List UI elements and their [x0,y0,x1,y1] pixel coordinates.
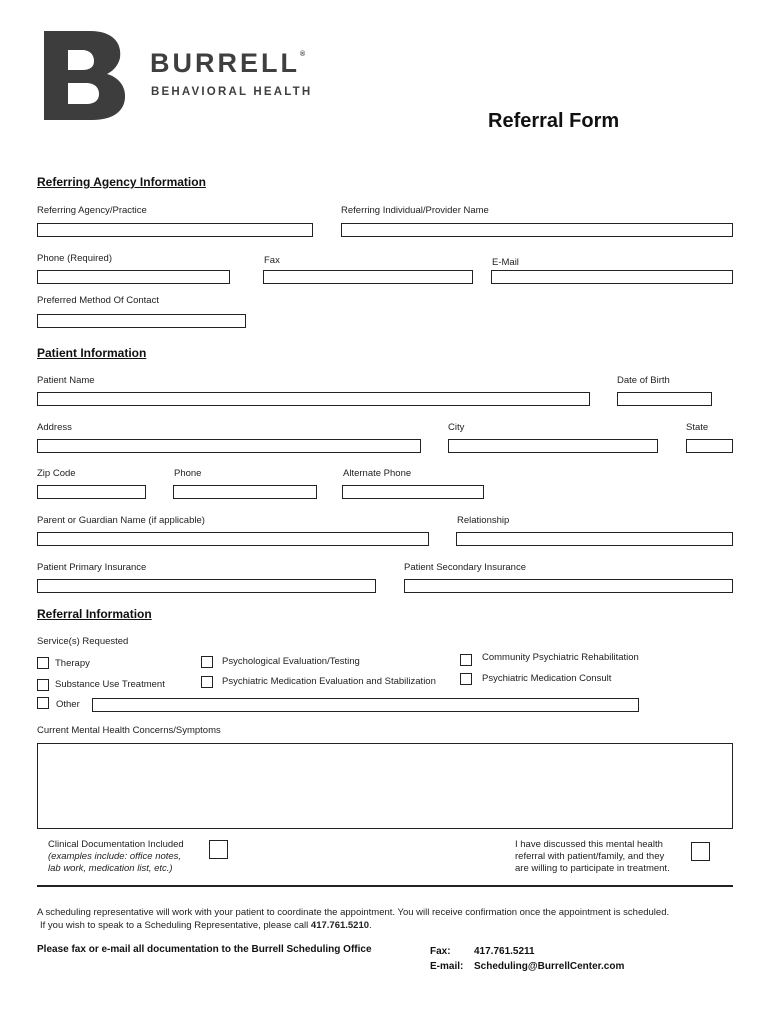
other-checkbox[interactable] [37,697,49,709]
agency-practice-label: Referring Agency/Practice [37,205,147,216]
email-value: Scheduling@BurrellCenter.com [474,961,625,972]
clinical-doc-text [48,839,184,875]
community-checkbox[interactable] [460,654,472,666]
agency-phone-field[interactable] [37,270,230,284]
zip-field[interactable] [37,485,146,499]
footer-line-1: A scheduling representative will work with your patient to coordinate the appointment. You will receive confirmation once the appointment is scheduled. [37,907,670,918]
agency-fax-field[interactable] [263,270,473,284]
concerns-label: Current Mental Health Concerns/Symptoms [37,725,221,736]
med-consult-checkbox[interactable] [460,673,472,685]
relationship-field[interactable] [456,532,733,546]
state-label: State [686,422,709,433]
clinical-doc-label: Clinical Documentation Included [48,839,184,850]
clinical-doc-examples: (examples include: office notes, [48,851,182,862]
agency-practice-field[interactable] [37,223,313,237]
discussed-line-2: referral with patient/family, and they [515,851,665,862]
agency-section-heading: Referring Agency Information [37,175,206,189]
contact-method-field[interactable] [37,314,246,328]
patient-section-heading: Patient Information [37,346,147,360]
footer-instruction: Please fax or e-mail all documentation to the Burrell Scheduling Office [37,944,372,955]
discussed-line-3: are willing to participate in treatment. [515,863,670,874]
contact-block [430,944,624,974]
secondary-insurance-field[interactable] [404,579,733,593]
city-label: City [448,422,465,433]
form-title: Referral Form [488,110,620,132]
guardian-label: Parent or Guardian Name (if applicable) [37,515,205,526]
patient-phone-field[interactable] [173,485,317,499]
zip-label: Zip Code [37,468,76,479]
address-label: Address [37,422,72,433]
section-divider [37,885,733,887]
registered-mark: ® [300,51,306,58]
contact-method-label: Preferred Method Of Contact [37,295,159,306]
patient-name-label: Patient Name [37,375,95,386]
burrell-logo-mark [42,28,128,122]
discussed-checkbox[interactable] [691,842,710,861]
substance-label: Substance Use Treatment [55,679,165,690]
med-eval-checkbox[interactable] [201,676,213,688]
substance-checkbox[interactable] [37,679,49,691]
other-label: Other [56,699,80,710]
therapy-label: Therapy [55,658,90,669]
address-field[interactable] [37,439,421,453]
alt-phone-label: Alternate Phone [343,468,412,479]
discussed-text [515,839,670,875]
secondary-insurance-label: Patient Secondary Insurance [404,562,526,573]
primary-insurance-label: Patient Primary Insurance [37,562,147,573]
scheduling-phone: 417.761.5210 [310,920,370,931]
clinical-doc-checkbox[interactable] [209,840,228,859]
alt-phone-field[interactable] [342,485,484,499]
concerns-textarea[interactable] [37,743,733,829]
brand-name: BURRELL® [150,48,306,78]
dob-field[interactable] [617,392,712,406]
patient-phone-label: Phone [174,468,202,479]
patient-name-field[interactable] [37,392,590,406]
footer-line-2: If you wish to speak to a Scheduling Representative, please call 417.761.5210. [40,920,372,931]
primary-insurance-field[interactable] [37,579,376,593]
agency-email-field[interactable] [491,270,733,284]
state-field[interactable] [686,439,733,453]
agency-fax-label: Fax [264,255,280,266]
dob-label: Date of Birth [617,375,670,386]
agency-email-label: E-Mail [492,257,519,268]
referral-section-heading: Referral Information [37,607,152,621]
services-label: Service(s) Requested [37,636,129,647]
med-eval-label: Psychiatric Medication Evaluation and Stabilization [222,676,436,687]
email-label: E-mail: [430,961,464,972]
agency-phone-label: Phone (Required) [37,253,112,264]
therapy-checkbox[interactable] [37,657,49,669]
footer-notice [37,906,669,932]
psych-eval-checkbox[interactable] [201,656,213,668]
med-consult-label: Psychiatric Medication Consult [482,673,612,684]
brand-tagline: BEHAVIORAL HEALTH [151,86,313,98]
clinical-doc-examples-2: lab work, medication list, etc.) [48,863,173,874]
discussed-line-1: I have discussed this mental health [515,839,663,850]
city-field[interactable] [448,439,658,453]
provider-name-field[interactable] [341,223,733,237]
other-field[interactable] [92,698,639,712]
relationship-label: Relationship [457,515,510,526]
community-label: Community Psychiatric Rehabilitation [482,652,639,663]
fax-label: Fax: [430,946,451,957]
psych-eval-label: Psychological Evaluation/Testing [222,656,360,667]
fax-value: 417.761.5211 [474,946,535,957]
guardian-field[interactable] [37,532,429,546]
provider-name-label: Referring Individual/Provider Name [341,205,489,216]
